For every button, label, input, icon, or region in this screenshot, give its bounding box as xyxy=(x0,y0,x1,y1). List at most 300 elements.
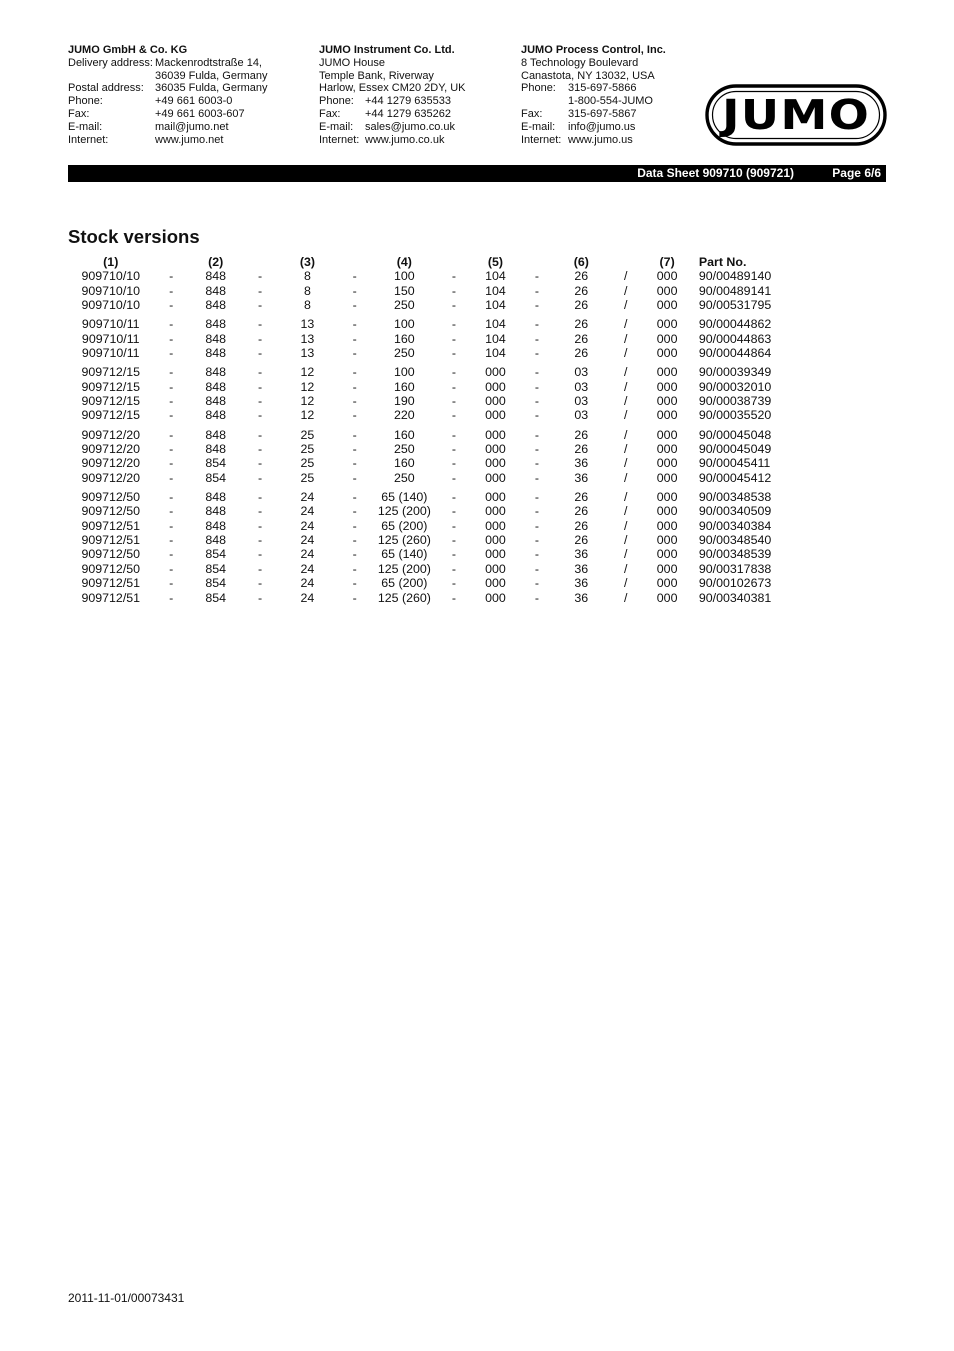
table-cell: / xyxy=(623,441,628,456)
column-header: (1) xyxy=(103,255,119,269)
address-row xyxy=(319,95,466,108)
table-cell: 125 (260) xyxy=(377,533,431,548)
table-cell: 848 xyxy=(205,379,226,394)
address-value[interactable]: sales@jumo.co.uk xyxy=(365,120,456,133)
company-name: JUMO Instrument Co. Ltd. xyxy=(319,44,455,56)
address-value[interactable]: info@jumo.us xyxy=(568,120,636,133)
table-cell: 854 xyxy=(205,590,226,605)
table-cell: - xyxy=(169,456,174,471)
address-value[interactable]: www.jumo.net xyxy=(155,133,224,146)
table-cell: 000 xyxy=(656,441,678,456)
table-cell: 100 xyxy=(394,317,415,332)
address-value[interactable]: mail@jumo.net xyxy=(155,120,229,133)
table-cell: 854 xyxy=(205,456,226,471)
table-cell: 26 xyxy=(574,441,589,456)
address-lines xyxy=(319,57,466,95)
table-cell: 104 xyxy=(485,331,506,346)
table-cell: - xyxy=(451,346,457,361)
table-cell: 03 xyxy=(574,365,589,380)
table-cell: - xyxy=(169,504,174,519)
address-row xyxy=(68,57,268,70)
table-cell: 848 xyxy=(205,533,226,548)
table-cell: - xyxy=(451,408,457,423)
table-cell: 36 xyxy=(574,456,589,471)
table-cell: 909712/50 xyxy=(81,504,141,519)
table-cell: - xyxy=(258,561,263,576)
part-number-cell: 90/00035520 xyxy=(698,408,772,423)
table-cell: 24 xyxy=(300,518,315,533)
table-cell: 100 xyxy=(394,269,415,284)
table-cell: 26 xyxy=(574,283,589,298)
table-cell: 000 xyxy=(656,518,678,533)
table-cell: - xyxy=(258,590,263,605)
table-row xyxy=(68,284,828,298)
column-header xyxy=(154,255,189,269)
table-cell: 104 xyxy=(485,346,506,361)
table-cell: / xyxy=(623,518,628,533)
address-value: 36039 Fulda, Germany xyxy=(155,69,268,82)
address-value: Mackenrodtstraße 14, xyxy=(155,56,262,69)
table-cell: 909712/15 xyxy=(81,394,141,409)
table-row xyxy=(68,471,828,485)
table-cell: - xyxy=(451,533,457,548)
table-cell: - xyxy=(451,379,457,394)
table-cell: 000 xyxy=(485,489,506,504)
table-cell: 848 xyxy=(205,317,226,332)
table-cell: - xyxy=(534,456,539,471)
table-cell: - xyxy=(258,576,263,591)
page-number: Page 6/6 xyxy=(832,166,881,180)
table-cell: - xyxy=(534,269,539,284)
table-cell: - xyxy=(534,576,539,591)
table-cell: - xyxy=(534,317,539,332)
table-cell: - xyxy=(258,489,263,504)
table-cell: - xyxy=(534,441,539,456)
table-cell: 000 xyxy=(485,590,506,605)
part-number-cell: 90/00045048 xyxy=(698,427,772,442)
table-cell: / xyxy=(623,379,628,394)
address-row xyxy=(68,82,268,95)
address-rows xyxy=(521,82,666,146)
table-cell: - xyxy=(451,331,457,346)
table-cell: - xyxy=(169,427,174,442)
table-row xyxy=(68,332,828,346)
table-cell: 160 xyxy=(394,379,415,394)
table-cell: - xyxy=(258,547,263,562)
table-cell: 000 xyxy=(656,533,678,548)
table-cell: - xyxy=(451,547,457,562)
table-cell: 854 xyxy=(205,576,226,591)
table-cell: 13 xyxy=(300,317,315,332)
table-cell: - xyxy=(352,394,357,409)
company-name: JUMO Process Control, Inc. xyxy=(521,44,666,56)
table-row xyxy=(68,361,828,380)
table-row xyxy=(68,547,828,561)
table-cell: 03 xyxy=(574,379,589,394)
table-cell: 854 xyxy=(205,547,226,562)
address-row xyxy=(521,108,666,121)
datasheet-number: Data Sheet 909710 (909721) xyxy=(637,166,794,180)
table-cell: 8 xyxy=(303,298,311,313)
address-row xyxy=(521,121,666,134)
table-cell: 000 xyxy=(656,346,678,361)
table-cell: - xyxy=(534,504,539,519)
part-number-cell: 90/00044863 xyxy=(698,331,772,346)
table-cell: - xyxy=(258,379,263,394)
table-cell: 26 xyxy=(574,298,589,313)
address-line: Temple Bank, Riverway xyxy=(319,69,434,82)
address-row xyxy=(68,134,268,147)
table-cell: - xyxy=(451,518,457,533)
table-cell: - xyxy=(352,489,357,504)
part-number-cell: 90/00038739 xyxy=(698,394,772,409)
table-cell: - xyxy=(169,533,174,548)
table-cell: / xyxy=(623,489,628,504)
table-cell: - xyxy=(451,441,457,456)
table-cell: 104 xyxy=(485,283,506,298)
address-rows xyxy=(319,95,466,146)
table-cell: - xyxy=(352,441,357,456)
table-row xyxy=(68,269,828,283)
table-cell: - xyxy=(451,427,457,442)
table-cell: - xyxy=(258,394,263,409)
address-lines xyxy=(521,57,666,83)
address-label: Phone: xyxy=(319,95,354,108)
table-cell: 250 xyxy=(394,470,415,485)
table-cell: - xyxy=(352,533,357,548)
table-cell: - xyxy=(451,590,457,605)
table-cell: 65 (140) xyxy=(381,547,428,562)
table-cell: 000 xyxy=(485,470,506,485)
table-cell: - xyxy=(169,283,174,298)
part-number-cell: 90/00044862 xyxy=(698,317,772,332)
table-cell: - xyxy=(258,365,263,380)
table-cell: 160 xyxy=(394,331,415,346)
address-block-usa xyxy=(521,44,666,146)
table-cell: 250 xyxy=(394,441,415,456)
column-header: (5) xyxy=(487,255,504,269)
table-cell: 000 xyxy=(656,470,678,485)
table-row xyxy=(68,380,828,394)
table-cell: - xyxy=(451,394,457,409)
table-cell: 26 xyxy=(574,489,589,504)
part-number-cell: 90/00348539 xyxy=(698,547,772,562)
table-cell: - xyxy=(352,427,357,442)
table-cell: 13 xyxy=(300,346,315,361)
table-row xyxy=(68,298,828,312)
table-cell: 848 xyxy=(205,346,226,361)
address-value[interactable]: www.jumo.co.uk xyxy=(365,133,445,146)
table-cell: 000 xyxy=(485,408,506,423)
address-row xyxy=(68,108,268,121)
table-cell: - xyxy=(534,298,539,313)
table-cell: 909712/20 xyxy=(81,441,141,456)
table-cell: 150 xyxy=(394,283,415,298)
table-cell: 26 xyxy=(574,427,589,442)
table-cell: 000 xyxy=(485,394,506,409)
table-cell: - xyxy=(352,547,357,562)
column-header xyxy=(519,255,554,269)
table-cell: - xyxy=(451,470,457,485)
table-cell: - xyxy=(534,394,539,409)
table-cell: - xyxy=(451,317,457,332)
table-cell: 848 xyxy=(205,504,226,519)
table-cell: - xyxy=(352,456,357,471)
table-cell: 000 xyxy=(485,533,506,548)
address-row xyxy=(319,134,466,147)
table-cell: - xyxy=(534,346,539,361)
address-value: 1-800-554-JUMO xyxy=(568,95,653,108)
table-cell: 26 xyxy=(574,317,589,332)
column-header: (6) xyxy=(573,255,589,269)
table-cell: 848 xyxy=(205,394,226,409)
table-cell: - xyxy=(258,346,263,361)
table-cell: / xyxy=(623,298,628,313)
table-cell: - xyxy=(534,547,539,562)
table-row xyxy=(68,408,828,422)
address-value[interactable]: www.jumo.us xyxy=(568,133,633,146)
table-cell: / xyxy=(623,533,628,548)
table-cell: - xyxy=(352,331,357,346)
part-number-cell: 90/00348540 xyxy=(698,533,772,548)
table-cell: 848 xyxy=(205,283,226,298)
table-cell: - xyxy=(258,504,263,519)
table-cell: - xyxy=(258,317,263,332)
table-cell: - xyxy=(169,394,174,409)
part-number-cell: 90/00045411 xyxy=(698,456,771,471)
logo-wordmark: JUMO xyxy=(718,91,870,139)
table-cell: 848 xyxy=(205,269,226,284)
table-row xyxy=(68,456,828,470)
table-cell: 13 xyxy=(300,331,315,346)
table-cell: - xyxy=(534,489,539,504)
part-no-header: Part No. xyxy=(698,255,747,269)
table-cell: - xyxy=(451,561,457,576)
table-cell: 848 xyxy=(205,365,226,380)
table-cell: 36 xyxy=(574,576,589,591)
table-cell: 03 xyxy=(574,394,589,409)
address-row xyxy=(521,95,666,108)
table-cell: 909712/51 xyxy=(81,518,141,533)
table-body xyxy=(68,269,828,605)
table-cell: 909710/11 xyxy=(81,331,140,346)
table-cell: 190 xyxy=(394,394,415,409)
table-cell: - xyxy=(534,331,539,346)
table-cell: 000 xyxy=(485,365,506,380)
address-label: E-mail: xyxy=(319,120,354,133)
table-cell: - xyxy=(169,547,174,562)
table-row xyxy=(68,591,828,605)
table-row xyxy=(68,519,828,533)
table-cell: 25 xyxy=(300,456,315,471)
table-cell: 12 xyxy=(300,365,315,380)
table-cell: 36 xyxy=(574,547,589,562)
table-row xyxy=(68,485,828,504)
table-cell: - xyxy=(169,298,174,313)
table-cell: 8 xyxy=(303,269,311,284)
table-cell: 000 xyxy=(656,298,678,313)
address-row xyxy=(68,95,268,108)
table-cell: - xyxy=(169,576,174,591)
table-cell: - xyxy=(352,283,357,298)
table-cell: - xyxy=(169,408,174,423)
address-line: Harlow, Essex CM20 2DY, UK xyxy=(319,82,466,95)
table-cell: 000 xyxy=(485,441,506,456)
table-row xyxy=(68,394,828,408)
table-cell: - xyxy=(352,269,357,284)
address-label: Fax: xyxy=(319,107,341,120)
table-cell: 000 xyxy=(656,331,678,346)
table-cell: 125 (200) xyxy=(377,561,431,576)
address-label: Internet: xyxy=(319,133,360,146)
table-cell: - xyxy=(258,269,263,284)
table-cell: 12 xyxy=(300,379,315,394)
table-cell: 848 xyxy=(205,427,226,442)
stock-versions-table xyxy=(68,255,828,605)
address-label: Phone: xyxy=(521,82,556,95)
table-cell: - xyxy=(169,269,174,284)
table-cell: 848 xyxy=(205,489,226,504)
table-cell: 24 xyxy=(300,547,315,562)
table-cell: 848 xyxy=(205,331,226,346)
table-cell: / xyxy=(623,427,628,442)
table-cell: - xyxy=(169,489,174,504)
table-cell: / xyxy=(623,590,628,605)
address-line: 8 Technology Boulevard xyxy=(521,56,639,69)
table-row xyxy=(68,423,828,442)
table-cell: / xyxy=(623,346,628,361)
address-value: +44 1279 635533 xyxy=(365,95,451,108)
address-label xyxy=(68,70,155,83)
table-cell: 03 xyxy=(574,408,589,423)
table-cell: - xyxy=(534,533,539,548)
part-number-cell: 90/00044864 xyxy=(698,346,772,361)
table-row xyxy=(68,442,828,456)
table-cell: - xyxy=(258,427,263,442)
table-cell: 250 xyxy=(394,346,415,361)
address-row xyxy=(319,121,466,134)
table-cell: 000 xyxy=(656,547,678,562)
table-cell: / xyxy=(623,408,628,423)
part-number-cell: 90/00531795 xyxy=(698,298,772,313)
table-cell: 26 xyxy=(574,533,589,548)
table-cell: 26 xyxy=(574,504,589,519)
table-cell: - xyxy=(169,561,174,576)
column-header: (2) xyxy=(208,255,224,269)
part-number-cell: 90/00340509 xyxy=(698,504,772,519)
table-cell: 26 xyxy=(574,518,589,533)
company-name: JUMO GmbH & Co. KG xyxy=(68,44,188,56)
table-cell: / xyxy=(623,365,628,380)
table-cell: 000 xyxy=(656,561,678,576)
part-number-cell: 90/00032010 xyxy=(698,379,772,394)
table-cell: - xyxy=(169,518,174,533)
table-cell: 909712/15 xyxy=(81,408,141,423)
table-cell: - xyxy=(258,408,263,423)
address-value: 36035 Fulda, Germany xyxy=(155,82,268,95)
table-cell: 24 xyxy=(300,590,315,605)
logo-graphic xyxy=(705,84,887,146)
table-cell: 24 xyxy=(300,533,315,548)
table-cell: 24 xyxy=(300,576,315,591)
table-cell: - xyxy=(258,533,263,548)
table-cell: - xyxy=(169,317,174,332)
address-value: +49 661 6003-607 xyxy=(155,107,245,120)
table-cell: - xyxy=(258,283,263,298)
address-block-uk xyxy=(319,44,466,146)
table-cell: 000 xyxy=(485,561,506,576)
table-cell: - xyxy=(352,317,357,332)
column-header xyxy=(242,255,277,269)
table-cell: 000 xyxy=(656,504,678,519)
table-cell: 000 xyxy=(656,394,678,409)
table-cell: 25 xyxy=(300,441,315,456)
table-cell: - xyxy=(534,518,539,533)
part-number-cell: 90/00039349 xyxy=(698,365,772,380)
table-cell: 36 xyxy=(574,561,589,576)
table-cell: 909710/10 xyxy=(81,298,141,313)
table-cell: 100 xyxy=(394,365,415,380)
table-row xyxy=(68,313,828,332)
table-cell: - xyxy=(534,470,539,485)
address-row xyxy=(68,70,268,83)
address-label: E-mail: xyxy=(521,120,556,133)
table-cell: - xyxy=(169,331,174,346)
table-cell: 000 xyxy=(485,518,506,533)
table-cell: 000 xyxy=(656,317,678,332)
table-cell: - xyxy=(169,346,174,361)
part-number-cell: 90/00489140 xyxy=(698,269,772,284)
table-cell: - xyxy=(352,408,357,423)
table-cell: 12 xyxy=(300,394,315,409)
table-cell: - xyxy=(534,365,539,380)
column-header: (3) xyxy=(299,255,315,269)
part-number-cell: 90/00340384 xyxy=(698,518,772,533)
table-cell: 26 xyxy=(574,346,589,361)
table-cell: 909712/20 xyxy=(81,427,141,442)
table-cell: - xyxy=(169,379,174,394)
table-cell: - xyxy=(451,269,457,284)
table-cell: 909712/15 xyxy=(81,365,141,380)
address-label: Phone: xyxy=(68,95,103,108)
column-header xyxy=(608,255,643,269)
table-cell: - xyxy=(258,298,263,313)
table-cell: 000 xyxy=(485,427,506,442)
table-cell: 26 xyxy=(574,331,589,346)
table-cell: / xyxy=(623,456,628,471)
table-cell: 909712/51 xyxy=(81,590,141,605)
table-cell: 848 xyxy=(205,518,226,533)
table-cell: 909712/15 xyxy=(81,379,141,394)
table-cell: 65 (200) xyxy=(381,576,428,591)
column-header: (4) xyxy=(396,255,412,269)
table-cell: 000 xyxy=(485,504,506,519)
table-cell: 909712/50 xyxy=(81,561,141,576)
address-row xyxy=(68,121,268,134)
table-cell: - xyxy=(451,456,457,471)
address-value: 315-697-5866 xyxy=(568,82,637,95)
table-cell: 125 (260) xyxy=(377,590,431,605)
table-cell: 24 xyxy=(300,489,315,504)
table-cell: - xyxy=(352,379,357,394)
address-label: Postal address: xyxy=(68,82,144,95)
table-cell: 000 xyxy=(656,576,678,591)
part-number-cell: 90/00102673 xyxy=(698,576,772,591)
table-cell: - xyxy=(258,470,263,485)
table-cell: / xyxy=(623,394,628,409)
datasheet-header-bar xyxy=(68,165,886,182)
address-rows xyxy=(68,57,268,147)
